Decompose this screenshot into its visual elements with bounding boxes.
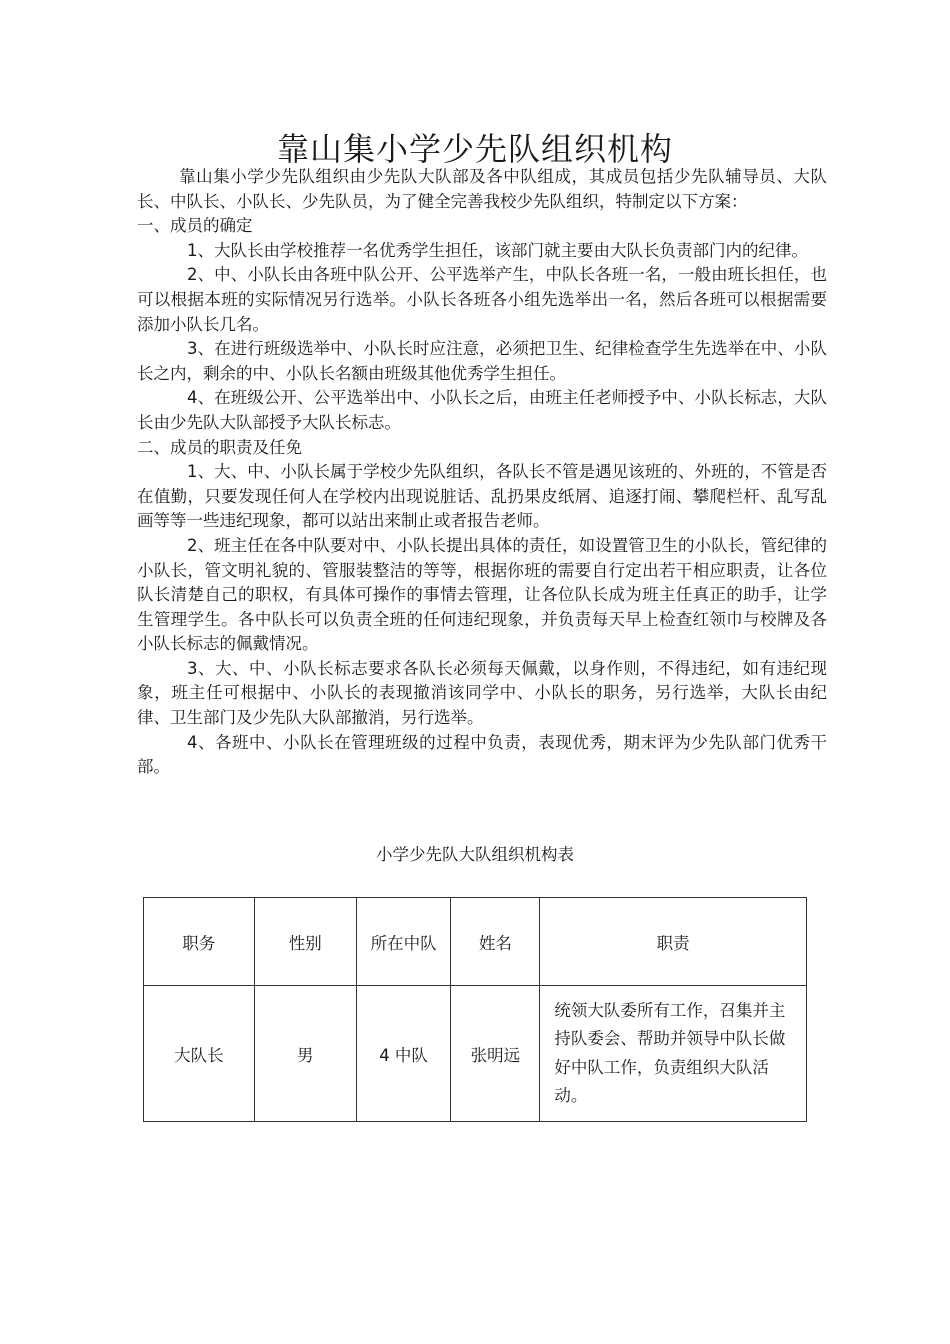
header-duty: 职责 [540, 898, 807, 986]
section-heading-duties: 二、成员的职责及任免 [137, 437, 302, 457]
header-gender: 性别 [254, 898, 356, 986]
intro-paragraph: 靠山集小学少先队组织由少先队大队部及各中队组成，其成员包括少先队辅导员、大队长、中队长、小队长、少先队员，为了健全完善我校少先队组织，特制定以下方案： [137, 167, 827, 211]
table-header-row [144, 898, 807, 986]
organization-table [143, 897, 807, 1122]
document-title: 靠山集小学少先队组织机构 [276, 130, 673, 169]
section1-item-1: 1、大队长由学校推荐一名优秀学生担任，该部门就主要由大队长负责部门内的纪律。 [187, 240, 808, 260]
section2-item-4: 4、各班中、小队长在管理班级的过程中负责，表现优秀，期末评为少先队部门优秀干部。 [137, 732, 827, 777]
cell-duty: 统领大队委所有工作，召集并主持队委会、帮助并领导中队长做好中队工作，负责组织大队活动。 [540, 986, 807, 1122]
header-squadron: 所在中队 [356, 898, 451, 986]
section2-item-2: 2、班主任在各中队要对中、小队长提出具体的责任，如设置管卫生的小队长，管纪律的小队长，管文明礼貌的、管服装整洁的等等，根据你班的需要自行定出若干相应职责，让各位队长清楚自己的职权，有具体可操作的事情去管理，让各位队长成为班主任真正的助手，让学生管理学生。各中队长可以负责全班的任何违纪现象，并负责每天早上检查红领巾与校牌及各小队长标志的佩戴情况。 [137, 535, 827, 654]
section2-item-3: 3、大、中、小队长标志要求各队长必须每天佩戴，以身作则，不得违纪，如有违纪现象，班主任可根据中、小队长的表现撤消该同学中、小队长的职务，另行选举，大队长由纪律、卫生部门及少先队大队部撤消，另行选举。 [137, 658, 827, 728]
document-body [137, 165, 827, 780]
section1-item-4: 4、在班级公开、公平选举出中、小队长之后，由班主任老师授予中、小队长标志，大队长由少先队大队部授予大队长标志。 [137, 388, 827, 432]
table-caption: 小学少先队大队组织机构表 [376, 845, 574, 864]
section-heading-members: 一、成员的确定 [137, 216, 253, 236]
section1-item-3: 3、在进行班级选举中、小队长时应注意，必须把卫生、纪律检查学生先选举在中、小队长之内，剩余的中、小队长名额由班级其他优秀学生担任。 [137, 339, 827, 383]
section2-item-1: 1、大、中、小队长属于学校少先队组织，各队长不管是遇见该班的、外班的，不管是否在值勤，只要发现任何人在学校内出现说脏话、乱扔果皮纸屑、追逐打闹、攀爬栏杆、乱写乱画等等一些违纪现象，都可以站出来制止或者报告老师。 [137, 462, 827, 531]
table-row [144, 986, 807, 1122]
header-position: 职务 [144, 898, 255, 986]
header-name: 姓名 [451, 898, 540, 986]
cell-name: 张明远 [451, 986, 540, 1122]
cell-squadron: 4 中队 [356, 986, 451, 1122]
section1-item-2: 2、中、小队长由各班中队公开、公平选举产生，中队长各班一名，一般由班长担任，也可以根据本班的实际情况另行选举。小队长各班各小组先选举出一名，然后各班可以根据需要添加小队长几名。 [137, 265, 827, 334]
cell-gender: 男 [254, 986, 356, 1122]
cell-position: 大队长 [144, 986, 255, 1122]
